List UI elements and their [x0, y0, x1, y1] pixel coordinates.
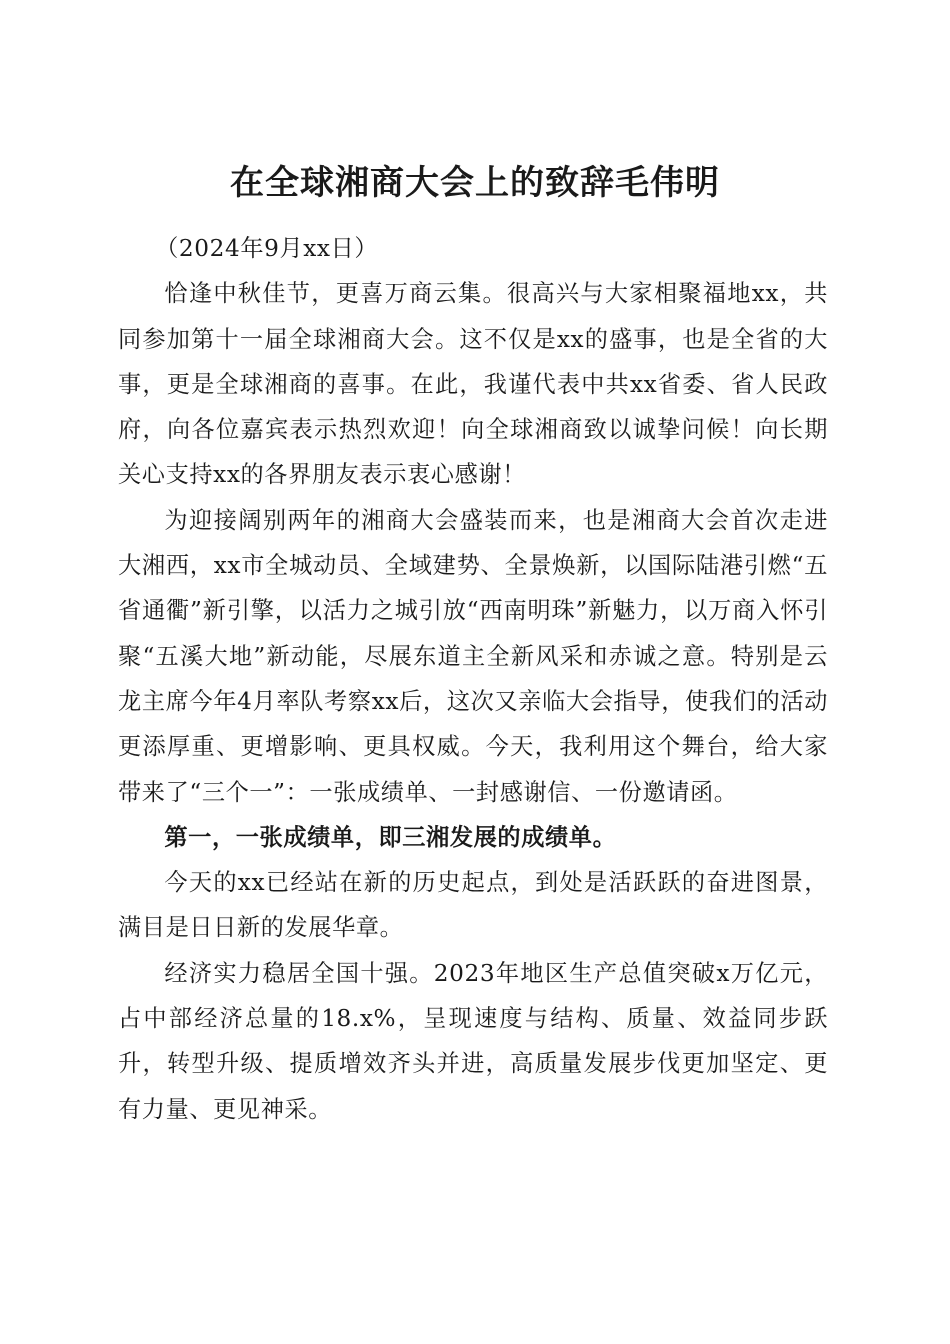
document-body [118, 226, 828, 1132]
section-heading-first: 第一，一张成绩单，即三湘发展的成绩单。 [164, 823, 617, 851]
paragraph-greeting: 恰逢中秋佳节，更喜万商云集。很高兴与大家相聚福地xx，共同参加第十一届全球湘商大会。这不仅是xx的盛事，也是全省的大事，更是全球湘商的喜事。在此，我谨代表中共xx省委、省人民政府，向各位嘉宾表示热烈欢迎！向全球湘商致以诚挚问候！向长期关心支持xx的各界朋友表示衷心感谢！ [118, 280, 828, 489]
document-date: （2024年9月xx日） [155, 235, 379, 262]
document-title: 在全球湘商大会上的致辞毛伟明 [230, 162, 720, 203]
paragraph-economic-strength: 经济实力稳居全国十强。2023年地区生产总值突破x万亿元，占中部经济总量的18.x%，呈现速度与结构、质量、效益同步跃升，转型升级、提质增效齐头并进，高质量发展步伐更加坚定、更有力量、更见神采。 [118, 959, 828, 1123]
paragraph-new-starting-point: 今天的xx已经站在新的历史起点，到处是活跃跃的奋进图景，满目是日日新的发展华章。 [118, 869, 828, 942]
paragraph-host-city: 为迎接阔别两年的湘商大会盛装而来，也是湘商大会首次走进大湘西，xx市全城动员、全域建势、全景焕新，以国际陆港引燃“五省通衢”新引擎，以活力之城引放“西南明珠”新魅力，以万商入怀引聚“五溪大地”新动能，尽展东道主全新风采和赤诚之意。特别是云龙主席今年4月率队考察xx后，这次又亲临大会指导，使我们的活动更添厚重、更增影响、更具权威。今天，我利用这个舞台，给大家带来了“三个一”：一张成绩单、一封感谢信、一份邀请函。 [118, 506, 828, 806]
